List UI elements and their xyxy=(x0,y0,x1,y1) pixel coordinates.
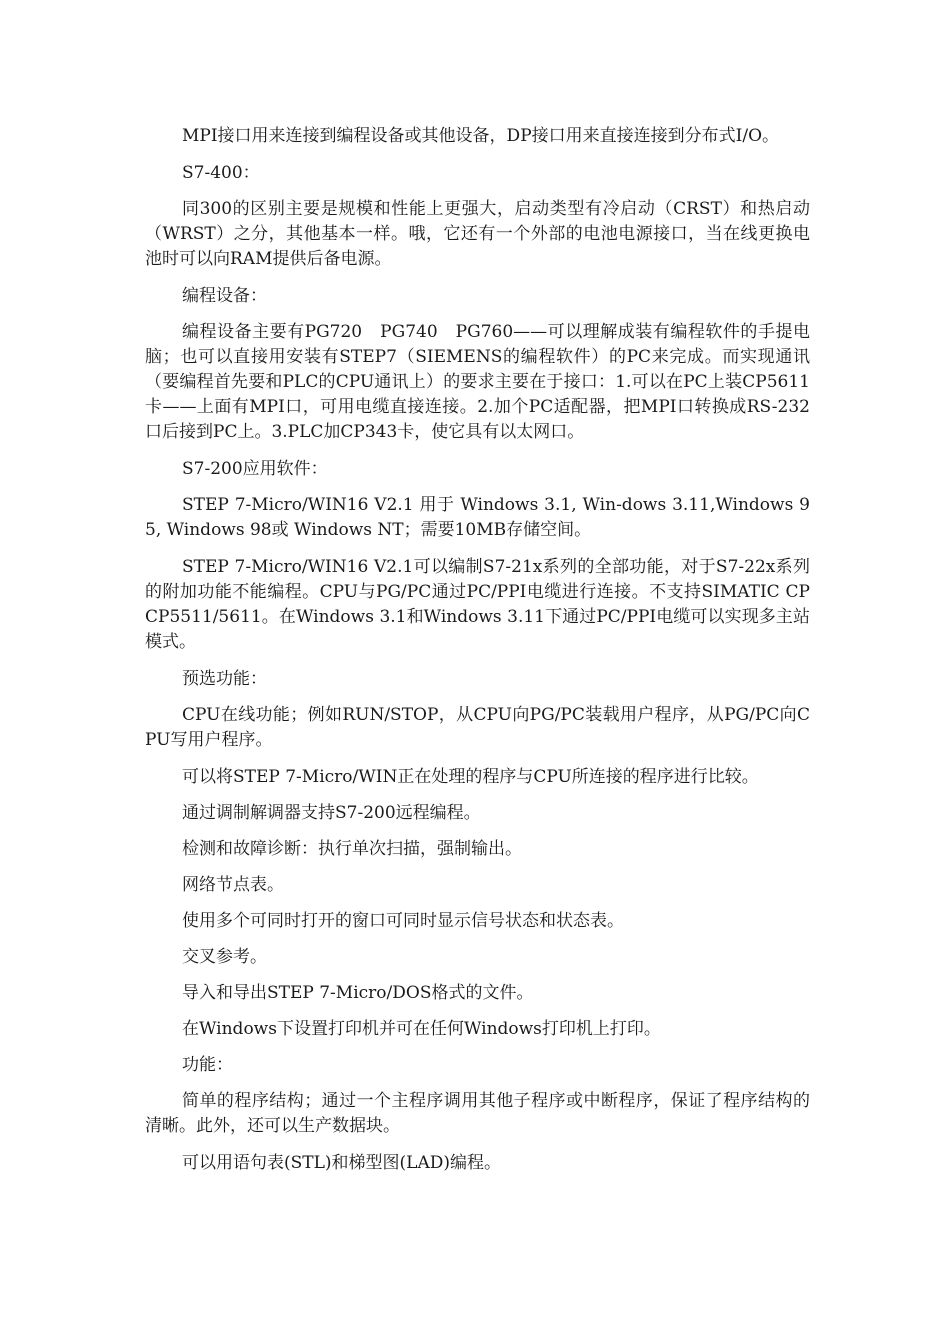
paragraph-cpu-online: CPU在线功能；例如RUN/STOP，从CPU向PG/PC装载用户程序，从PG/PC向CPU写用户程序。 xyxy=(145,705,810,750)
document-body xyxy=(145,124,810,1187)
heading-programming-device: 编程设备： xyxy=(182,286,267,306)
paragraph-windows: 使用多个可同时打开的窗口可同时显示信号状态和状态表。 xyxy=(182,911,624,931)
paragraph-printer: 在Windows下设置打印机并可在任何Windows打印机上打印。 xyxy=(182,1019,661,1039)
paragraph-step7-os: STEP 7-Micro/WIN16 V2.1 用于 Windows 3.1, Win-dows 3.11,Windows 95, Windows 98或 Windows NT；需要10MB存储空间。 xyxy=(145,495,810,540)
paragraph-cross-reference: 交叉参考。 xyxy=(182,947,267,967)
paragraph-s7-400: 同300的区别主要是规模和性能上更强大，启动类型有冷启动（CRST）和热启动（WRST）之分，其他基本一样。哦，它还有一个外部的电池电源接口，当在线更换电池时可以向RAM提供后备电源。 xyxy=(145,199,810,269)
paragraph-program-structure: 简单的程序结构；通过一个主程序调用其他子程序或中断程序，保证了程序结构的清晰。此外，还可以生产数据块。 xyxy=(145,1091,810,1136)
heading-s7-400: S7-400： xyxy=(182,163,260,183)
paragraph-mpi-dp: MPI接口用来连接到编程设备或其他设备，DP接口用来直接连接到分布式I/O。 xyxy=(182,126,780,146)
paragraph-step7-features: STEP 7-Micro/WIN16 V2.1可以编制S7-21x系列的全部功能，对于S7-22x系列的附加功能不能编程。CPU与PG/PC通过PC/PPI电缆进行连接。不支持SIMATIC CP CP5511/5611。在Windows 3.1和Windows 3.11下通过PC/PPI电缆可以实现多主站模式。 xyxy=(145,557,810,652)
heading-functions: 功能： xyxy=(182,1055,233,1075)
paragraph-diagnostics: 检测和故障诊断：执行单次扫描，强制输出。 xyxy=(182,839,522,859)
paragraph-stl-lad: 可以用语句表(STL)和梯型图(LAD)编程。 xyxy=(182,1153,501,1173)
paragraph-modem: 通过调制解调器支持S7-200远程编程。 xyxy=(182,803,481,823)
paragraph-node-table: 网络节点表。 xyxy=(182,875,284,895)
heading-s7-200-software: S7-200应用软件： xyxy=(182,459,328,479)
paragraph-import-export: 导入和导出STEP 7-Micro/DOS格式的文件。 xyxy=(182,983,534,1003)
heading-preselected-functions: 预选功能： xyxy=(182,669,267,689)
paragraph-programming-device: 编程设备主要有PG720 PG740 PG760——可以理解成装有编程软件的手提电脑；也可以直接用安装有STEP7（SIEMENS的编程软件）的PC来完成。而实现通讯（要编程首先要和PLC的CPU通讯上）的要求主要在于接口：1.可以在PC上装CP5611卡——上面有MPI口，可用电缆直接连接。2.加个PC适配器，把MPI口转换成RS-232口后接到PC上。3.PLC加CP343卡，使它具有以太网口。 xyxy=(145,322,810,442)
paragraph-compare: 可以将STEP 7-Micro/WIN正在处理的程序与CPU所连接的程序进行比较。 xyxy=(182,767,759,787)
